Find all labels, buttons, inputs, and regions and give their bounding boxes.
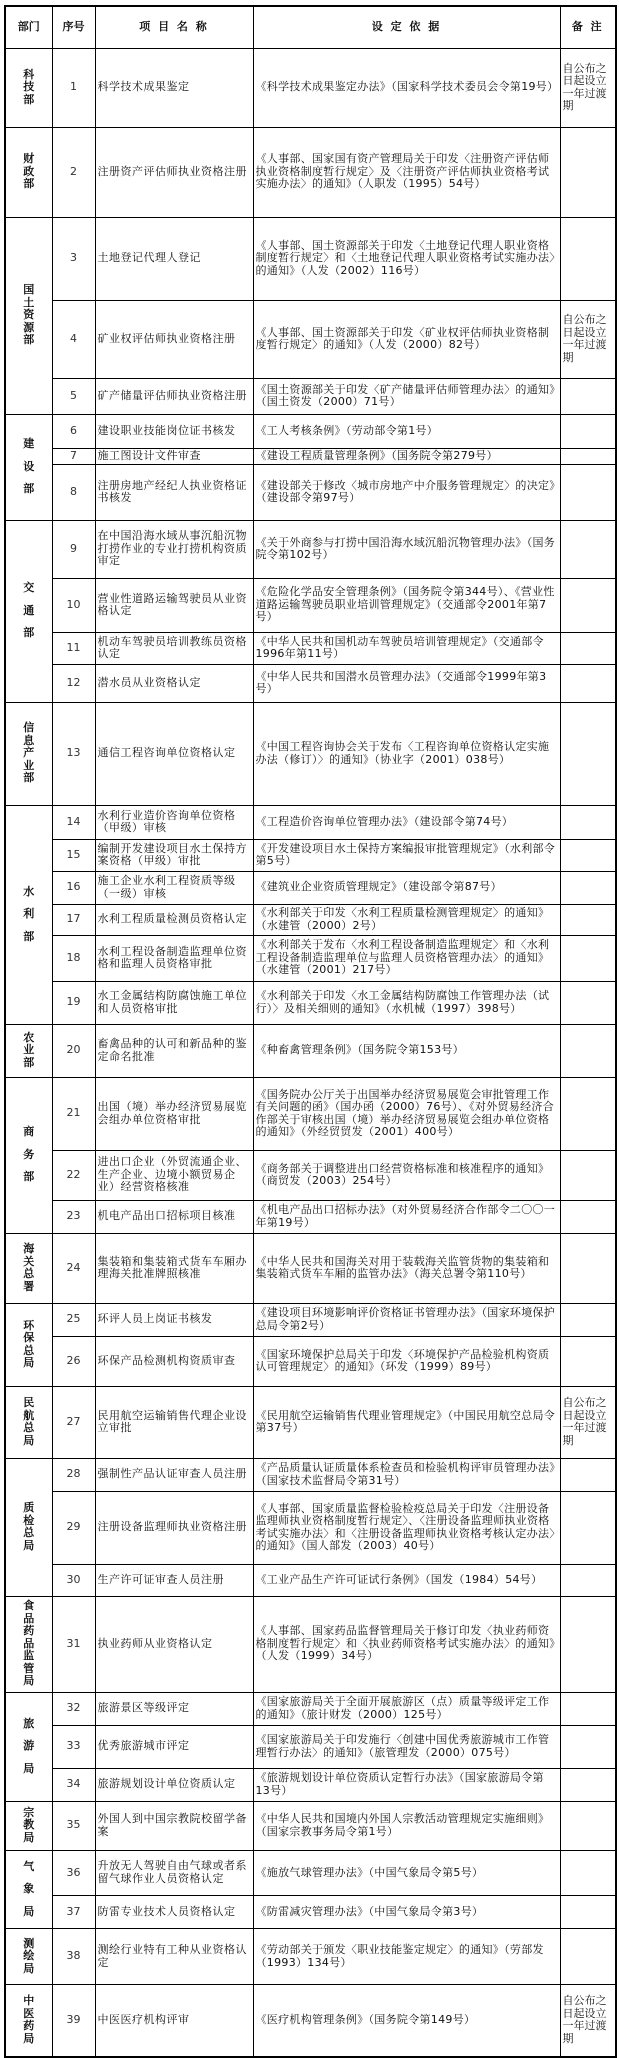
item-name: 通信工程咨询单位资格认定 — [95, 702, 253, 805]
remark — [560, 1564, 616, 1596]
item-name: 执业药师从业资格认定 — [95, 1596, 253, 1692]
table-row — [5, 1200, 616, 1233]
table-row — [5, 127, 616, 217]
item-name: 机电产品出口招标项目核准 — [95, 1200, 253, 1233]
remark — [560, 1725, 616, 1768]
item-number: 11 — [52, 632, 95, 664]
table-row — [5, 1303, 616, 1336]
department-name: 农 业 部 — [23, 1030, 35, 1069]
remark: 自公布之日起设立一年过渡期 — [560, 1985, 616, 2057]
item-number: 4 — [52, 300, 95, 378]
item-name: 集装箱和集装箱式货车车厢办理海关批准牌照核准 — [95, 1233, 253, 1303]
table-row — [5, 1077, 616, 1150]
item-number: 17 — [52, 904, 95, 935]
item-name: 升放无人驾驶自由气球或者系留气球作业人员资格认定 — [95, 1850, 253, 1896]
table-row — [5, 300, 616, 378]
item-number: 38 — [52, 1929, 95, 1985]
table-row — [5, 1491, 616, 1564]
department-name: 水 利 部 — [23, 884, 35, 943]
item-number: 8 — [52, 464, 95, 520]
legal-basis: 《产品质量认证质量体系检查员和检验机构评审员管理办法》（国家技术监督局令第31号） — [253, 1458, 560, 1491]
legal-basis: 《国家旅游局关于全面开展旅游区（点）质量等级评定工作的通知》（旅计财发（2000）125号） — [253, 1692, 560, 1725]
remark: 自公布之日起设立一年过渡期 — [560, 48, 616, 127]
legal-basis: 《中国工程咨询协会关于发布〈工程咨询单位资格认定实施办法（修订）〉的通知》（协业字（2001）038号） — [253, 702, 560, 805]
legal-basis: 《施放气球管理办法》（中国气象局令第5号） — [253, 1850, 560, 1896]
department-cell — [5, 1850, 52, 1929]
administrative-licensing-table — [4, 5, 617, 2058]
item-number: 9 — [52, 520, 95, 578]
remark — [560, 632, 616, 664]
legal-basis: 《危险化学品安全管理条例》（国务院令第344号）、《营业性道路运输驾驶员职业培训管理规定》（交通部令2001年第7号） — [253, 578, 560, 632]
item-name: 外国人到中国宗教院校留学备案 — [95, 1801, 253, 1850]
item-number: 19 — [52, 981, 95, 1024]
legal-basis: 《国务院办公厅关于出国举办经济贸易展览会审批管理工作有关问题的函》（国办函（2000）76号）、《对外贸易经济合作部关于审核出国（境）举办经济贸易展览会组办单位资格的通知》（外经贸贸发（2001）400号） — [253, 1077, 560, 1150]
department-name: 商 务 部 — [23, 1125, 35, 1184]
legal-basis: 《人事部、国土资源部关于印发〈矿业权评估师执业资格制度暂行规定〉的通知》（人发（2000）82号） — [253, 300, 560, 378]
table-row — [5, 1985, 616, 2057]
legal-basis: 《水利部关于发布〈水利工程设备制造监理规定〉和〈水利工程设备制造监理单位与监理人员资格管理办法〉的通知》（水建管（2001）217号） — [253, 935, 560, 981]
table-row — [5, 378, 616, 414]
table-row — [5, 1725, 616, 1768]
legal-basis: 《国家环境保护总局关于印发〈环境保护产品检验机构资质认可管理规定〉的通知》（环发（1999）89号） — [253, 1336, 560, 1386]
item-name: 出国（境）举办经济贸易展览会组办单位资格审批 — [95, 1077, 253, 1150]
remark — [560, 1336, 616, 1386]
department-cell — [5, 1985, 52, 2057]
table-row — [5, 1850, 616, 1896]
item-name: 施工企业水利工程资质等级（一级）审核 — [95, 871, 253, 904]
legal-basis: 《人事部、国家药品监督管理局关于修订印发〈执业药师资格制度暂行规定〉和〈执业药师资格考试实施办法〉的通知》（人发（1999）34号） — [253, 1596, 560, 1692]
remark — [560, 1233, 616, 1303]
item-number: 6 — [52, 414, 95, 448]
item-number: 26 — [52, 1336, 95, 1386]
legal-basis: 《关于外商参与打捞中国沿海水域沉船沉物管理办法》（国务院令第102号） — [253, 520, 560, 578]
remark — [560, 520, 616, 578]
legal-basis: 《建设部关于修改〈城市房地产中介服务管理规定〉的决定》（建设部令第97号） — [253, 464, 560, 520]
table-row — [5, 1564, 616, 1596]
legal-basis: 《开发建设项目水土保持方案编报审批管理规定》（水利部令第5号） — [253, 839, 560, 871]
legal-basis: 《人事部、国家质量监督检验检疫总局关于印发〈注册设备监理师执业资格制度暂行规定〉、〈注册设备监理师执业资格考试实施办法〉和〈注册设备监理师执业资格考核认定办法〉的通知》（国人部发（2003）40号） — [253, 1491, 560, 1564]
item-name: 注册房地产经纪人执业资格证书核发 — [95, 464, 253, 520]
item-name: 水利行业造价咨询单位资格（甲级）审核 — [95, 805, 253, 839]
item-number: 27 — [52, 1386, 95, 1458]
item-number: 30 — [52, 1564, 95, 1596]
legal-basis: 《中华人民共和国海关对用于装载海关监管货物的集装箱和集装箱式货车车厢的监管办法》（海关总署令第110号） — [253, 1233, 560, 1303]
item-number: 1 — [52, 48, 95, 127]
table-row — [5, 702, 616, 805]
table-row — [5, 48, 616, 127]
item-name: 旅游景区等级评定 — [95, 1692, 253, 1725]
item-name: 注册资产评估师执业资格注册 — [95, 127, 253, 217]
legal-basis: 《工程造价咨询单位管理办法》（建设部令第74号） — [253, 805, 560, 839]
remark — [560, 1458, 616, 1491]
item-number: 14 — [52, 805, 95, 839]
remark — [560, 448, 616, 464]
table-row — [5, 1233, 616, 1303]
header-note: 备 注 — [560, 6, 616, 48]
item-name: 旅游规划设计单位资质认定 — [95, 1768, 253, 1801]
department-name: 民 航 总 局 — [23, 1396, 35, 1447]
department-name: 食 品 药 品 监 管 局 — [23, 1599, 35, 1688]
item-number: 31 — [52, 1596, 95, 1692]
department-name: 信 息 产 业 部 — [23, 721, 35, 785]
table-row — [5, 805, 616, 839]
item-name: 矿业权评估师执业资格注册 — [95, 300, 253, 378]
department-name: 环 保 总 局 — [23, 1318, 35, 1369]
remark — [560, 1150, 616, 1200]
legal-basis: 《中华人民共和国机动车驾驶员培训管理规定》（交通部令1996年第11号） — [253, 632, 560, 664]
department-cell — [5, 48, 52, 127]
remark — [560, 1491, 616, 1564]
item-number: 3 — [52, 217, 95, 300]
item-name: 进出口企业（外贸流通企业、生产企业、边境小额贸易企业）经营资格核准 — [95, 1150, 253, 1200]
table-row — [5, 1596, 616, 1692]
legal-basis: 《建设项目环境影响评价资格证书管理办法》（国家环境保护总局令第2号） — [253, 1303, 560, 1336]
item-number: 21 — [52, 1077, 95, 1150]
item-name: 防雷专业技术人员资格认定 — [95, 1896, 253, 1929]
item-name: 畜禽品种的认可和新品种的鉴定命名批准 — [95, 1024, 253, 1077]
remark — [560, 1200, 616, 1233]
remark — [560, 1929, 616, 1985]
legal-basis: 《建设工程质量管理条例》（国务院令第279号） — [253, 448, 560, 464]
item-name: 水利工程质量检测员资格认定 — [95, 904, 253, 935]
department-cell — [5, 1303, 52, 1386]
table-row — [5, 1150, 616, 1200]
remark — [560, 871, 616, 904]
item-name: 编制开发建设项目水土保持方案资格（甲级）审批 — [95, 839, 253, 871]
legal-basis: 《科学技术成果鉴定办法》（国家科学技术委员会令第19号） — [253, 48, 560, 127]
legal-basis: 《国土资源部关于印发〈矿产储量评估师管理办法〉的通知》（国土资发（2000）71号） — [253, 378, 560, 414]
table-row — [5, 1801, 616, 1850]
item-name: 环评人员上岗证书核发 — [95, 1303, 253, 1336]
legal-basis: 《工人考核条例》（劳动部令第1号） — [253, 414, 560, 448]
department-name: 交 通 部 — [23, 581, 35, 640]
remark: 自公布之日起设立一年过渡期 — [560, 300, 616, 378]
legal-basis: 《中华人民共和国潜水员管理办法》（交通部令1999年第3号） — [253, 664, 560, 702]
department-name: 中 医 药 局 — [23, 1994, 35, 2045]
item-name: 机动车驾驶员培训教练员资格认定 — [95, 632, 253, 664]
item-name: 环保产品检测机构资质审查 — [95, 1336, 253, 1386]
legal-basis: 《水利部关于印发〈水工金属结构防腐蚀工作管理办法（试行）〉及相关细则的通知》（水机械（1997）398号） — [253, 981, 560, 1024]
table-row — [5, 1692, 616, 1725]
item-number: 2 — [52, 127, 95, 217]
department-name: 测 绘 局 — [23, 1936, 35, 1975]
item-name: 民用航空运输销售代理企业设立审批 — [95, 1386, 253, 1458]
item-number: 24 — [52, 1233, 95, 1303]
remark — [560, 217, 616, 300]
remark — [560, 1850, 616, 1896]
item-name: 施工图设计文件审查 — [95, 448, 253, 464]
table-row — [5, 464, 616, 520]
item-name: 注册设备监理师执业资格注册 — [95, 1491, 253, 1564]
department-name: 气 象 局 — [23, 1859, 35, 1918]
header-number: 序号 — [52, 6, 95, 48]
item-number: 20 — [52, 1024, 95, 1077]
table-body — [5, 48, 616, 2057]
table-row — [5, 664, 616, 702]
legal-basis: 《人事部、国家国有资产管理局关于印发〈注册资产评估师执业资格制度暂行规定〉及〈注册资产评估师执业资格考试实施办法〉的通知》（人职发（1995）54号） — [253, 127, 560, 217]
department-cell — [5, 1929, 52, 1985]
table-row — [5, 520, 616, 578]
item-number: 16 — [52, 871, 95, 904]
table-row — [5, 448, 616, 464]
table-row — [5, 217, 616, 300]
item-number: 29 — [52, 1491, 95, 1564]
item-name: 测绘行业特有工种从业资格认定 — [95, 1929, 253, 1985]
department-cell — [5, 1801, 52, 1850]
item-number: 36 — [52, 1850, 95, 1896]
legal-basis: 《民用航空运输销售代理业管理规定》（中国民用航空总局令第37号） — [253, 1386, 560, 1458]
legal-basis: 《医疗机构管理条例》（国务院令第149号） — [253, 1985, 560, 2057]
item-name: 水工金属结构防腐蚀施工单位和人员资格审批 — [95, 981, 253, 1024]
remark — [560, 1596, 616, 1692]
department-cell — [5, 1692, 52, 1801]
department-cell — [5, 1386, 52, 1458]
legal-basis: 《种畜禽管理条例》（国务院令第153号） — [253, 1024, 560, 1077]
department-cell — [5, 414, 52, 520]
legal-basis: 《国家旅游局关于印发施行〈创建中国优秀旅游城市工作管理暂行办法〉的通知》（旅管理发（2000）075号） — [253, 1725, 560, 1768]
remark — [560, 935, 616, 981]
remark — [560, 1077, 616, 1150]
department-cell — [5, 1458, 52, 1596]
department-name: 质 检 总 局 — [23, 1501, 35, 1552]
item-number: 35 — [52, 1801, 95, 1850]
table-row — [5, 1386, 616, 1458]
department-name: 财 政 部 — [23, 152, 35, 191]
item-name: 科学技术成果鉴定 — [95, 48, 253, 127]
table-row — [5, 578, 616, 632]
legal-basis: 《商务部关于调整进出口经营资格标准和核准程序的通知》（商贸发（2003）254号） — [253, 1150, 560, 1200]
item-name: 矿产储量评估师执业资格注册 — [95, 378, 253, 414]
table-row — [5, 904, 616, 935]
item-name: 土地登记代理人登记 — [95, 217, 253, 300]
remark — [560, 981, 616, 1024]
table-row — [5, 839, 616, 871]
item-number: 33 — [52, 1725, 95, 1768]
table-row — [5, 414, 616, 448]
table-row — [5, 1336, 616, 1386]
department-name: 国 土 资 源 部 — [23, 283, 35, 347]
legal-basis: 《旅游规划设计单位资质认定暂行办法》（国家旅游局令第13号） — [253, 1768, 560, 1801]
header-basis: 设 定 依 据 — [253, 6, 560, 48]
remark: 自公布之日起设立一年过渡期 — [560, 1386, 616, 1458]
table-row — [5, 935, 616, 981]
item-name: 中医医疗机构评审 — [95, 1985, 253, 2057]
item-name: 水利工程设备制造监理单位资格和监理人员资格审批 — [95, 935, 253, 981]
item-number: 32 — [52, 1692, 95, 1725]
remark — [560, 1801, 616, 1850]
remark — [560, 702, 616, 805]
item-name: 潜水员从业资格认定 — [95, 664, 253, 702]
department-cell — [5, 1077, 52, 1233]
department-cell — [5, 217, 52, 414]
department-cell — [5, 1596, 52, 1692]
remark — [560, 664, 616, 702]
header-item-name: 项 目 名 称 — [95, 6, 253, 48]
remark — [560, 805, 616, 839]
department-cell — [5, 127, 52, 217]
item-number: 12 — [52, 664, 95, 702]
item-number: 10 — [52, 578, 95, 632]
item-name: 建设职业技能岗位证书核发 — [95, 414, 253, 448]
legal-basis: 《劳动部关于颁发〈职业技能鉴定规定〉的通知》（劳部发（1993）134号） — [253, 1929, 560, 1985]
remark — [560, 1896, 616, 1929]
legal-basis: 《工业产品生产许可证试行条例》（国发（1984）54号） — [253, 1564, 560, 1596]
table-row — [5, 981, 616, 1024]
item-number: 18 — [52, 935, 95, 981]
remark — [560, 578, 616, 632]
item-number: 37 — [52, 1896, 95, 1929]
table-row — [5, 632, 616, 664]
department-name: 旅 游 局 — [23, 1716, 35, 1775]
item-name: 生产许可证审查人员注册 — [95, 1564, 253, 1596]
remark — [560, 378, 616, 414]
remark — [560, 839, 616, 871]
legal-basis: 《防雷减灾管理办法》（中国气象局令第3号） — [253, 1896, 560, 1929]
item-name: 在中国沿海水域从事沉船沉物打捞作业的专业打捞机构资质审定 — [95, 520, 253, 578]
item-number: 25 — [52, 1303, 95, 1336]
table-header-row — [5, 6, 616, 48]
legal-basis: 《水利部关于印发〈水利工程质量检测管理规定〉的通知》（水建管（2000）2号） — [253, 904, 560, 935]
department-name: 海 关 总 署 — [23, 1242, 35, 1293]
item-number: 39 — [52, 1985, 95, 2057]
remark — [560, 1303, 616, 1336]
item-number: 7 — [52, 448, 95, 464]
department-name: 建 设 部 — [23, 437, 35, 496]
department-cell — [5, 520, 52, 702]
legal-basis: 《人事部、国土资源部关于印发〈土地登记代理人职业资格制度暂行规定〉和〈土地登记代理人职业资格考试实施办法〉的通知》（人发（2002）116号） — [253, 217, 560, 300]
item-name: 营业性道路运输驾驶员从业资格认定 — [95, 578, 253, 632]
remark — [560, 904, 616, 935]
table-row — [5, 1768, 616, 1801]
remark — [560, 1024, 616, 1077]
table-row — [5, 1896, 616, 1929]
remark — [560, 464, 616, 520]
item-number: 28 — [52, 1458, 95, 1491]
legal-basis: 《建筑业企业资质管理规定》（建设部令第87号） — [253, 871, 560, 904]
item-name: 优秀旅游城市评定 — [95, 1725, 253, 1768]
remark — [560, 1768, 616, 1801]
table-row — [5, 1458, 616, 1491]
item-number: 5 — [52, 378, 95, 414]
item-number: 15 — [52, 839, 95, 871]
item-number: 22 — [52, 1150, 95, 1200]
table-row — [5, 1929, 616, 1985]
item-number: 13 — [52, 702, 95, 805]
remark — [560, 414, 616, 448]
department-name: 宗 教 局 — [23, 1805, 35, 1844]
remark — [560, 1692, 616, 1725]
legal-basis: 《中华人民共和国境内外国人宗教活动管理规定实施细则》（国家宗教事务局令第1号） — [253, 1801, 560, 1850]
table-row — [5, 1024, 616, 1077]
department-cell — [5, 1233, 52, 1303]
legal-basis: 《机电产品出口招标办法》（对外贸易经济合作部令二〇〇一年第19号） — [253, 1200, 560, 1233]
remark — [560, 127, 616, 217]
item-number: 23 — [52, 1200, 95, 1233]
department-cell — [5, 702, 52, 805]
table-row — [5, 871, 616, 904]
item-name: 强制性产品认证审查人员注册 — [95, 1458, 253, 1491]
header-dept: 部门 — [5, 6, 52, 48]
department-name: 科 技 部 — [23, 67, 35, 106]
item-number: 34 — [52, 1768, 95, 1801]
department-cell — [5, 1024, 52, 1077]
department-cell — [5, 805, 52, 1024]
